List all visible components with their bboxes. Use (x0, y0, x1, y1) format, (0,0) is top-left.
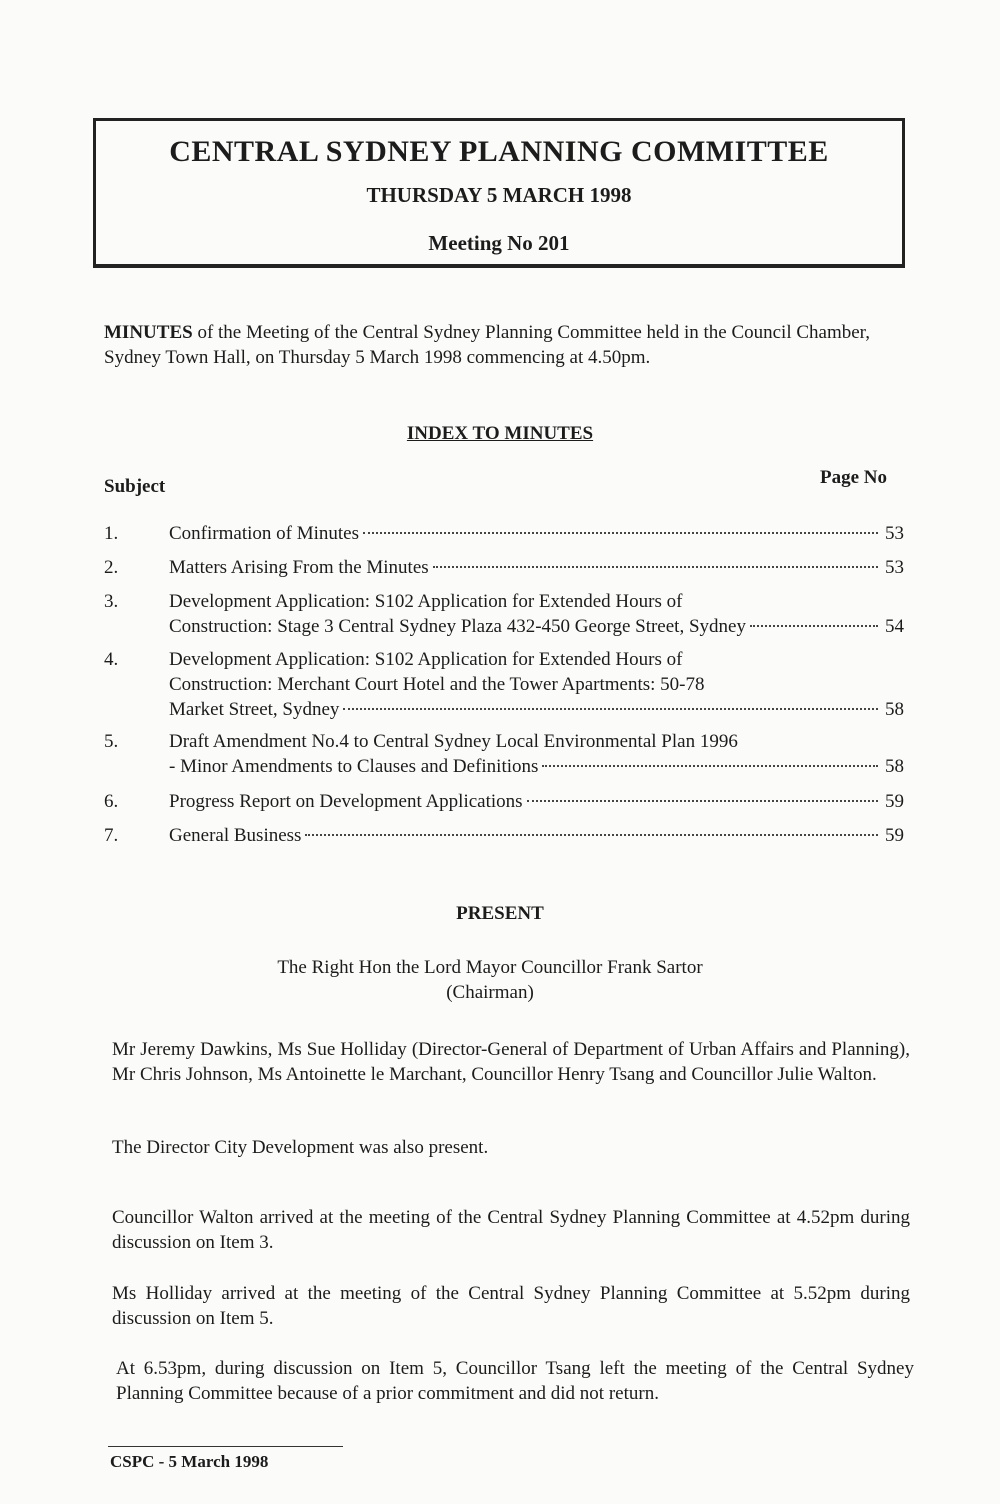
arrival-note: Councillor Walton arrived at the meeting of the Central Sydney Planning Committee at 4.52pm during discussion on Item 3. (112, 1207, 910, 1253)
index-item-body (169, 729, 904, 779)
footer-rule (108, 1446, 343, 1447)
arrival-note: Ms Holliday arrived at the meeting of the Central Sydney Planning Committee at 5.52pm during discussion on Item 5. (112, 1283, 910, 1329)
index-item-final-line (169, 521, 904, 546)
index-item-page: 58 (885, 756, 904, 777)
index-item-number: 4. (104, 649, 119, 670)
header-box (93, 118, 905, 268)
meeting-number: Meeting No 201 (428, 231, 570, 255)
members-present: Mr Jeremy Dawkins, Ms Sue Holliday (Director-General of Department of Urban Affairs and Planning), Mr Chris Johnson, Ms Antoinette le Marchant, Councillor Henry Tsang and Councillor Julie Walton. (112, 1039, 910, 1085)
dot-leader (363, 532, 878, 534)
index-item-text: Development Application: S102 Application for Extended Hours of (169, 649, 683, 670)
departure-note: At 6.53pm, during discussion on Item 5, Councillor Tsang left the meeting of the Central Sydney Planning Committee because of a prior commitment and did not return. (116, 1358, 914, 1404)
dot-leader (750, 625, 878, 627)
index-item-page: 54 (885, 616, 904, 637)
chairman-name: The Right Hon the Lord Mayor Councillor Frank Sartor (277, 957, 703, 978)
minutes-intro (104, 320, 910, 370)
meeting-date: THURSDAY 5 MARCH 1998 (366, 183, 632, 207)
subject-header: Subject (104, 476, 166, 497)
index-item-page: 53 (885, 557, 904, 578)
index-item-body (169, 521, 904, 546)
footer-text: CSPC - 5 March 1998 (110, 1452, 269, 1471)
index-item-text: Confirmation of Minutes (169, 523, 359, 544)
index-item-body (169, 589, 904, 639)
dot-leader (343, 708, 878, 710)
dot-leader (542, 765, 878, 767)
index-item-page: 53 (885, 523, 904, 544)
index-item-number: 1. (104, 523, 119, 544)
index-item-text: Construction: Stage 3 Central Sydney Plaza 432-450 George Street, Sydney (169, 616, 746, 637)
index-item-final-line (169, 823, 904, 848)
index-item-number: 5. (104, 731, 119, 752)
minutes-intro-text: of the Meeting of the Central Sydney Planning Committee held in the Council Chamber, Sydney Town Hall, on Thursday 5 March 1998 commencing at 4.50pm. (104, 322, 870, 368)
index-item-text: Construction: Merchant Court Hotel and the Tower Apartments: 50-78 (169, 674, 705, 695)
index-item-text: Development Application: S102 Application for Extended Hours of (169, 591, 683, 612)
index-item-final-line (169, 754, 904, 779)
index-item-page: 59 (885, 825, 904, 846)
index-item-text: Market Street, Sydney (169, 699, 340, 720)
index-item-text: Matters Arising From the Minutes (169, 557, 429, 578)
minutes-lead: MINUTES (104, 322, 193, 343)
index-item-final-line (169, 789, 904, 814)
index-item-final-line (169, 697, 904, 722)
index-item-final-line (169, 614, 904, 639)
dot-leader (433, 566, 878, 568)
index-item-page: 58 (885, 699, 904, 720)
index-item-body (169, 555, 904, 580)
index-item-body (169, 823, 904, 848)
committee-title: CENTRAL SYDNEY PLANNING COMMITTEE (169, 135, 829, 168)
index-item-body (169, 789, 904, 814)
dot-leader (305, 834, 878, 836)
index-item-text: Progress Report on Development Applications (169, 791, 523, 812)
index-item-number: 6. (104, 791, 119, 812)
index-item-text: - Minor Amendments to Clauses and Definitions (169, 756, 539, 777)
index-item-text: General Business (169, 825, 302, 846)
chairman-block (0, 955, 980, 1005)
present-title: PRESENT (456, 903, 544, 924)
index-item-page: 59 (885, 791, 904, 812)
index-item-body (169, 647, 904, 722)
page-no-header: Page No (820, 467, 888, 488)
index-item-number: 2. (104, 557, 119, 578)
chairman-role: (Chairman) (446, 982, 534, 1003)
index-title: INDEX TO MINUTES (406, 423, 594, 444)
index-item-number: 7. (104, 825, 119, 846)
index-item-text: Draft Amendment No.4 to Central Sydney Local Environmental Plan 1996 (169, 731, 738, 752)
director-present: The Director City Development was also present. (112, 1137, 489, 1158)
dot-leader (527, 800, 878, 802)
index-item-final-line (169, 555, 904, 580)
index-item-number: 3. (104, 591, 119, 612)
